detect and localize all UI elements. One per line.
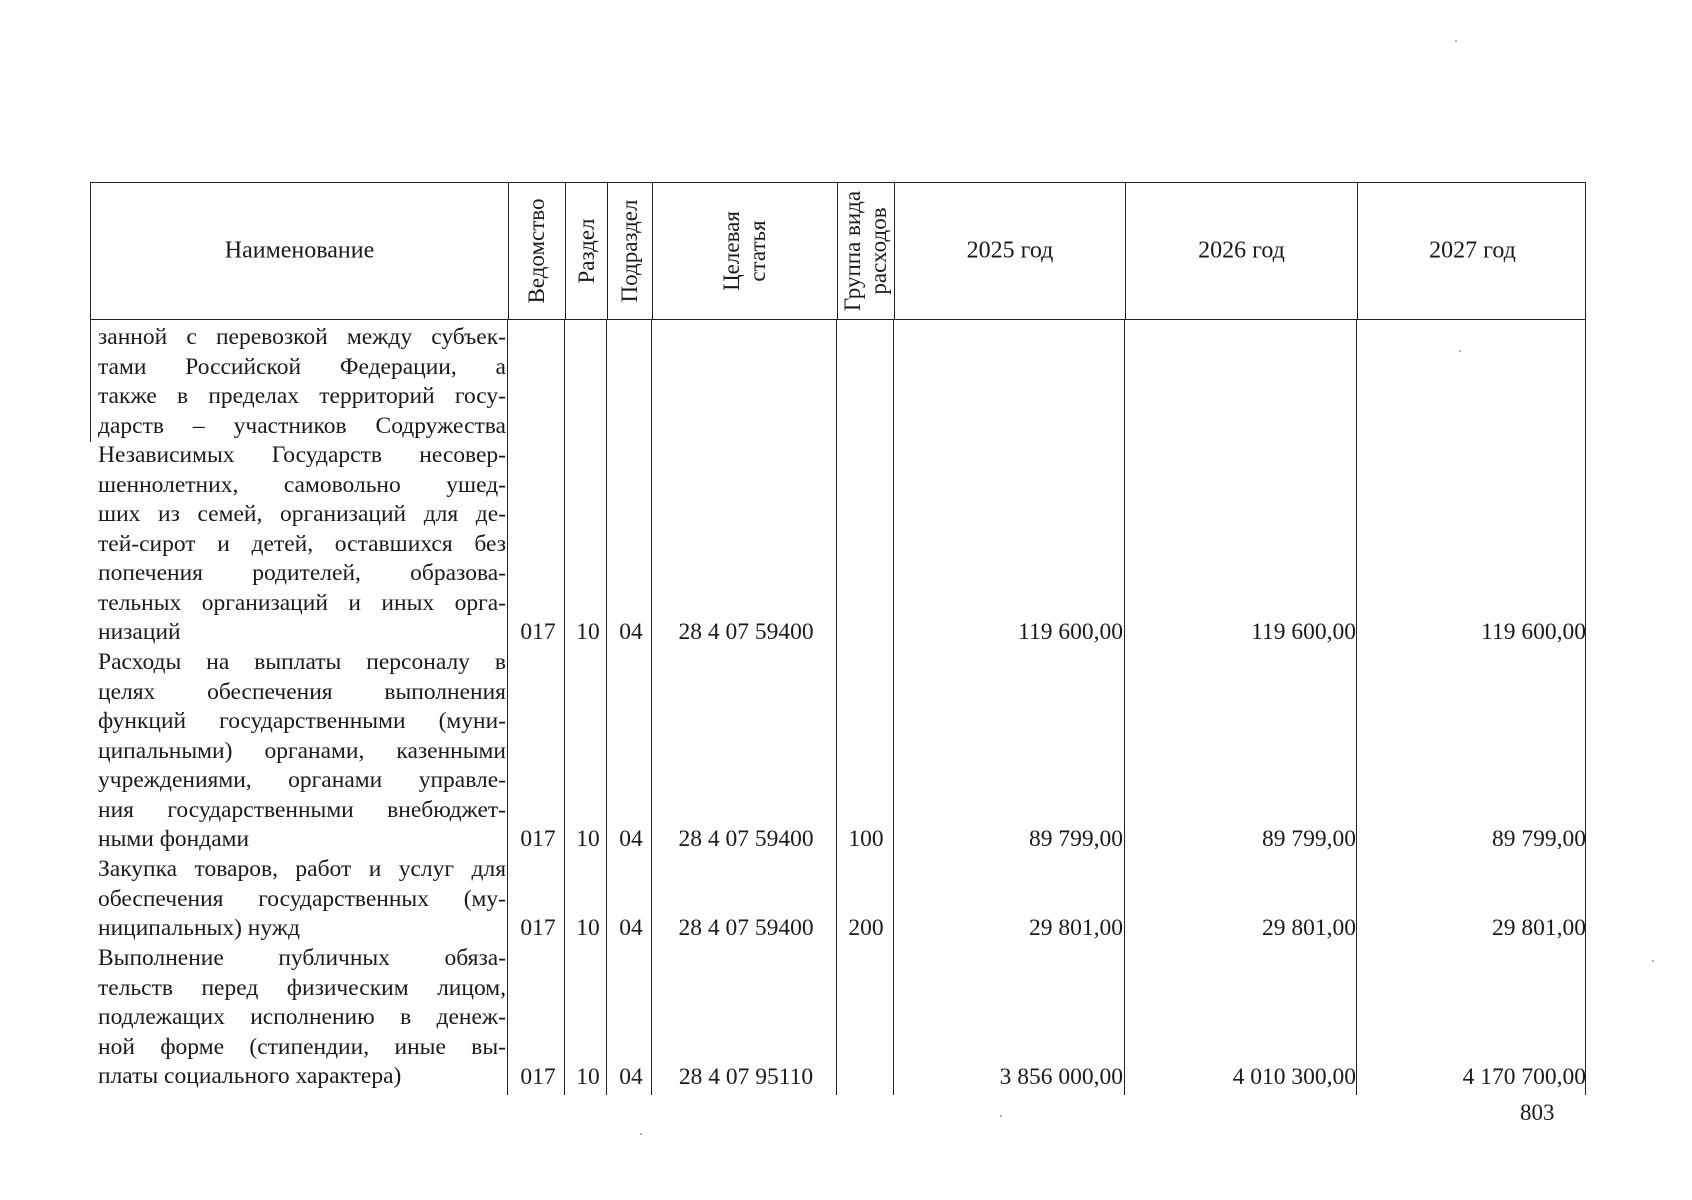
scan-speck [1459, 350, 1461, 352]
header-celevaya [719, 211, 771, 291]
row-3-podrazdel: 04 [619, 915, 643, 941]
row-4-podrazdel: 04 [619, 1064, 643, 1090]
row-1-y2027: 119 600,00 [1481, 619, 1586, 645]
col-line-y2 [1356, 320, 1357, 1095]
header-year-2026: 2026 год [1198, 237, 1285, 264]
row-2-podrazdel: 04 [619, 826, 643, 852]
row-3-y2027: 29 801,00 [1492, 915, 1586, 941]
row-2-y2025: 89 799,00 [1029, 826, 1123, 852]
header-name: Наименование [224, 237, 375, 264]
row-1-line: дарств – участников Содружества [98, 412, 506, 439]
header-gruppa-line1: Группа вида [840, 190, 865, 312]
row-2-celevaya: 28 4 07 59400 [678, 826, 814, 852]
row-2-line: учреждениями, органами управле- [98, 767, 506, 793]
row-3-y2025: 29 801,00 [1029, 915, 1123, 941]
col-line-celevaya [836, 320, 837, 1095]
row-2-line: целях обеспечения выполнения [98, 678, 506, 705]
header-gruppa [840, 191, 892, 311]
row-2-gruppa: 100 [848, 826, 884, 852]
row-2-y2027: 89 799,00 [1492, 826, 1586, 852]
row-4-y2026: 4 010 300,00 [1232, 1064, 1356, 1090]
row-4-line: тельств перед физическим лицом, [98, 974, 506, 1001]
header-celevaya-cell [652, 183, 837, 319]
row-1-y2025: 119 600,00 [1018, 619, 1123, 645]
row-4-ved: 017 [520, 1064, 556, 1090]
col-line-gruppa [893, 320, 894, 1095]
row-3-y2026: 29 801,00 [1262, 915, 1356, 941]
header-celevaya-line1: Целевая [719, 211, 744, 291]
row-3-line: Закупка товаров, работ и услуг для [98, 856, 506, 882]
row-2-line: ципальными) органами, казенными [98, 737, 506, 764]
table-header [90, 182, 1586, 320]
header-ved: Ведомство [524, 198, 549, 304]
row-4-line: подлежащих исполнению в денеж- [98, 1004, 506, 1030]
header-razdel: Раздел [573, 218, 599, 284]
header-y1-cell [894, 183, 1125, 319]
row-3-gruppa: 200 [848, 915, 884, 941]
row-1-name [98, 323, 506, 648]
page-number: 803 [1520, 1100, 1555, 1125]
row-1-line: также в пределах территорий госу- [98, 383, 506, 409]
row-1-line: Независимых Государств несовер- [98, 442, 506, 468]
header-name-cell [91, 183, 508, 319]
row-3-razdel: 10 [576, 915, 600, 941]
scan-speck [1000, 1115, 1002, 1117]
row-1-line: низаций [98, 619, 181, 645]
row-3-name [98, 855, 506, 944]
row-1-line: тей-сирот и детей, оставшихся без [98, 530, 506, 557]
row-2-line: Расходы на выплаты персоналу в [98, 649, 506, 675]
row-3-line: обеспечения государственных (му- [98, 885, 506, 912]
row-3-line: ниципальных) нужд [98, 915, 300, 941]
col-line-name [507, 320, 508, 1095]
row-3-celevaya: 28 4 07 59400 [678, 915, 814, 941]
header-gruppa-cell [837, 183, 894, 319]
row-4-razdel: 10 [576, 1064, 600, 1090]
row-2-line: функций государственными (муни- [98, 708, 506, 734]
header-y2-cell [1125, 183, 1357, 319]
header-gruppa-line2: расходов [866, 207, 891, 295]
row-2-razdel: 10 [576, 826, 600, 852]
row-2-line: ными фондами [98, 826, 250, 852]
row-4-line: ной форме (стипендии, иные вы- [98, 1033, 506, 1060]
left-border-line [90, 320, 91, 442]
row-1-line: тами Российской Федерации, а [98, 353, 506, 380]
row-4-name [98, 944, 506, 1092]
row-3-ved: 017 [520, 915, 556, 941]
row-1-line: попечения родителей, образова- [98, 560, 506, 586]
header-year-2025: 2025 год [966, 237, 1054, 264]
row-1-line: ших из семей, организаций для де- [98, 501, 506, 527]
header-razdel-cell [565, 183, 607, 319]
row-1-celevaya: 28 4 07 59400 [678, 619, 814, 645]
scan-speck [1652, 960, 1654, 962]
row-2-y2026: 89 799,00 [1262, 826, 1356, 852]
header-podrazdel-cell [607, 183, 652, 319]
row-4-y2027: 4 170 700,00 [1462, 1064, 1586, 1090]
row-2-name [98, 648, 506, 855]
row-1-line: шеннолетних, самовольно ушед- [98, 471, 506, 498]
row-1-line: занной с перевозкой между субъек- [98, 324, 506, 350]
header-ved-cell [508, 183, 565, 319]
header-podrazdel: Подраздел [617, 199, 642, 303]
scan-speck [640, 1133, 642, 1135]
header-year-2027: 2027 год [1429, 237, 1516, 264]
scan-speck [1455, 40, 1457, 42]
row-4-line: Выполнение публичных обяза- [98, 945, 506, 971]
col-line-y1 [1124, 320, 1125, 1095]
row-4-y2025: 3 856 000,00 [999, 1064, 1123, 1090]
header-y3-cell [1357, 183, 1587, 319]
col-line-ved [564, 320, 565, 1095]
row-4-line: платы социального характера) [98, 1063, 402, 1089]
row-2-ved: 017 [520, 826, 556, 852]
row-1-ved: 017 [520, 619, 556, 645]
col-line-podrazdel [651, 320, 652, 1095]
header-celevaya-line2: статья [745, 220, 770, 282]
right-border-line [1585, 320, 1586, 1095]
row-1-razdel: 10 [576, 619, 600, 645]
row-1-line: тельных организаций и иных орга- [98, 589, 506, 616]
row-2-line: ния государственными внебюджет- [98, 796, 506, 823]
row-4-celevaya: 28 4 07 95110 [678, 1064, 814, 1090]
col-line-razdel [606, 320, 607, 1095]
row-1-y2026: 119 600,00 [1251, 619, 1356, 645]
row-1-podrazdel: 04 [619, 619, 643, 645]
